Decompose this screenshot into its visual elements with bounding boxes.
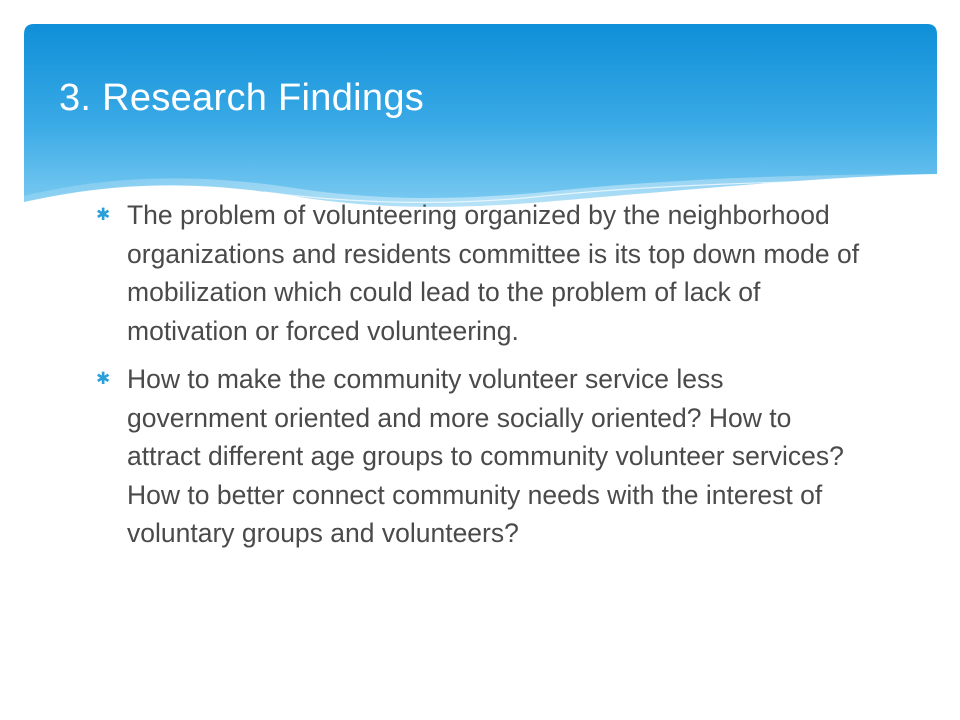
slide-title: 3. Research Findings	[59, 77, 425, 119]
bullet-item	[96, 360, 866, 553]
bullet-item	[96, 196, 866, 350]
bullet-text: The problem of volunteering organized by the neighborhood organizations and residents committee is its top down mode of mobilization which could lead to the problem of lack of motivation or forced volunteering.	[127, 200, 860, 346]
bullet-text: How to make the community volunteer service less government oriented and more socially oriented? How to attract different age groups to community volunteer services? How to better connect community needs with the interest of voluntary groups and volunteers?	[127, 364, 844, 548]
bullet-list	[96, 196, 866, 563]
asterisk-bullet-icon: ✱	[96, 369, 111, 388]
asterisk-bullet-icon: ✱	[96, 205, 111, 224]
